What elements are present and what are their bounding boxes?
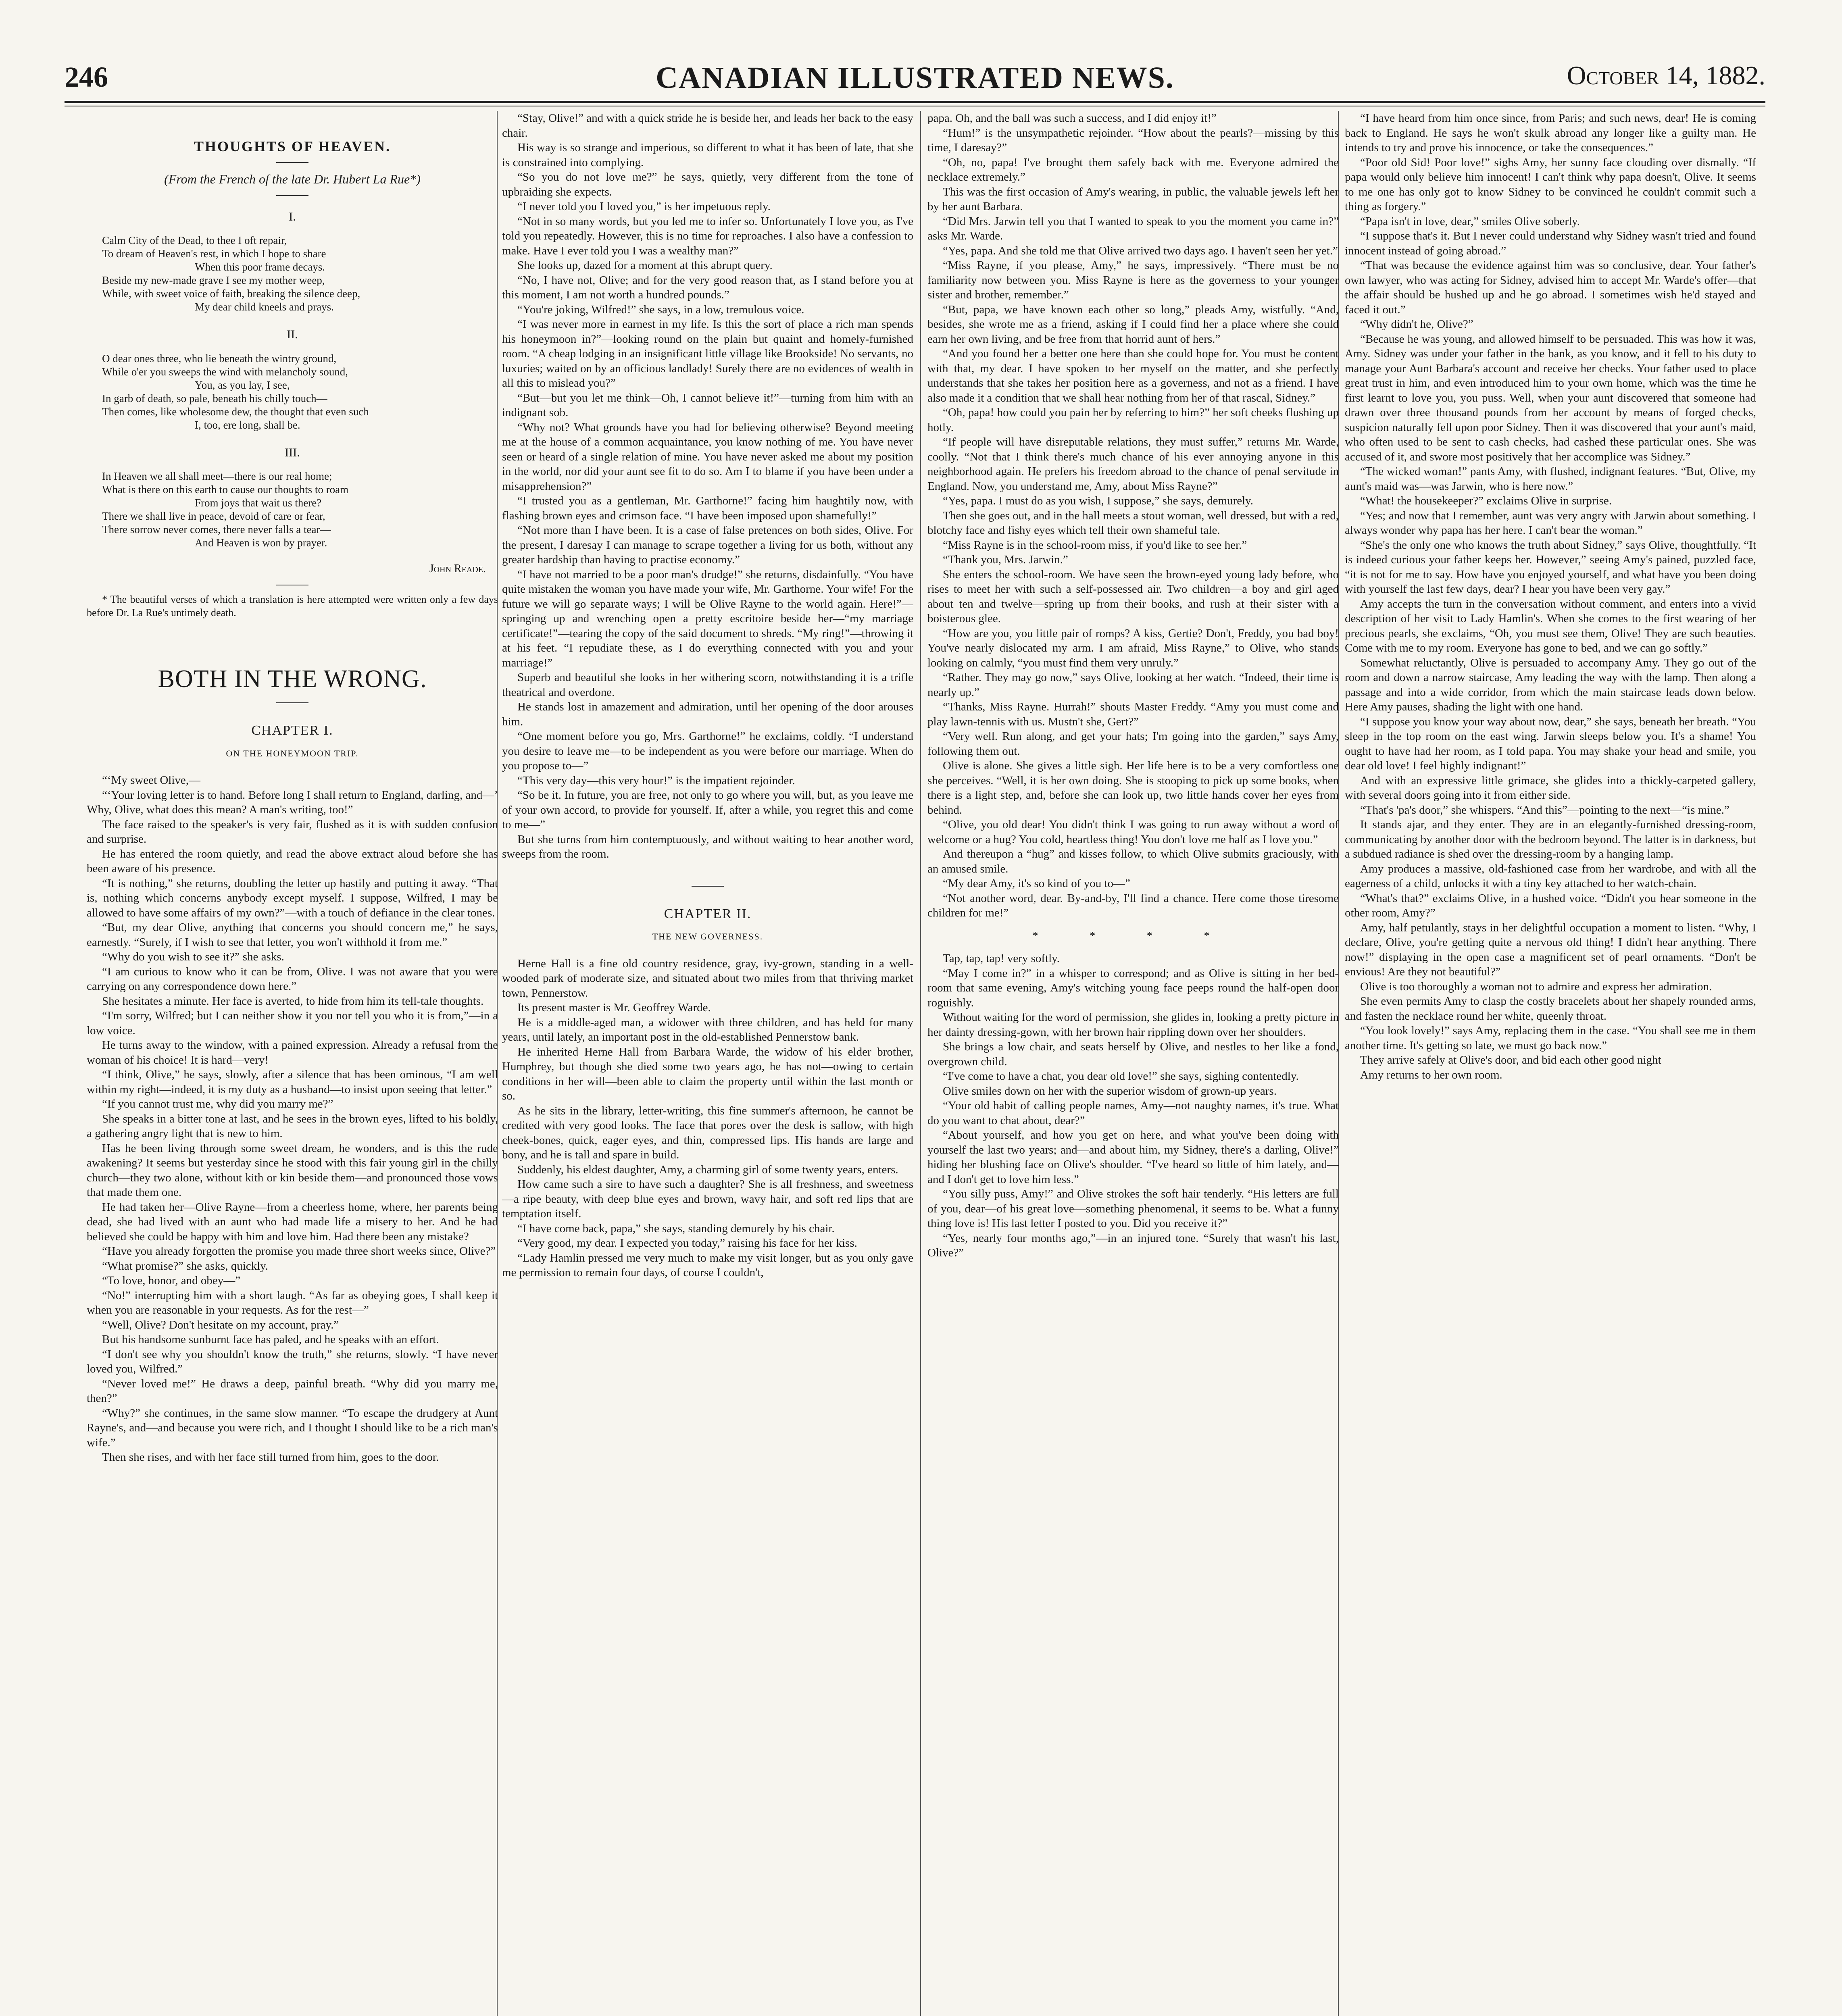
paragraph: “Oh, papa! how could you pain her by referring to him?” her soft cheeks flushing up hotly.: [927, 406, 1339, 434]
paragraph: “I trusted you as a gentleman, Mr. Garthorne!” facing him haughtily now, with flashing brown eyes and crimson face. “I have been imposed upon shamefully!”: [502, 494, 913, 522]
paragraph: papa. Oh, and the ball was such a success, and I did enjoy it!”: [927, 112, 1217, 125]
paragraph: Amy returns to her own room.: [1360, 1068, 1502, 1081]
paragraph: “About yourself, and how you get on here, and what you've been doing with yourself the last two years; and—and about him, my Sidney, there's a darling, Olive!” hiding her blushing face on Olive's shoulder. “I've heard so little of him lately, and—and I don't get to love him less.”: [927, 1129, 1339, 1186]
paragraph: “Papa isn't in love, dear,” smiles Olive soberly.: [1360, 215, 1580, 228]
paragraph: “To love, honor, and obey—”: [102, 1274, 241, 1287]
paragraph: “Well, Olive? Don't hesitate on my account, pray.”: [102, 1318, 339, 1331]
stanza-number: I.: [289, 210, 296, 223]
paragraph: “No, I have not, Olive; and for the very good reason that, as I stand before you at this moment, I am not worth a hundred pounds.”: [502, 273, 913, 301]
paragraph: He is a middle-aged man, a widower with three children, and has held for many years, until lately, an important post in the old-established Pennerstow bank.: [502, 1016, 913, 1043]
paragraph: She hesitates a minute. Her face is averted, to hide from him its tell-tale thoughts.: [102, 994, 484, 1008]
paragraph: He stands lost in amazement and admiration, until her opening of the door arouses him.: [502, 700, 913, 728]
verse-line: There we shall live in peace, devoid of care or fear,: [102, 510, 325, 522]
verse-line: From joys that wait us there?: [195, 497, 322, 509]
chapter-subheading: THE NEW GOVERNESS.: [652, 931, 763, 941]
paragraph: “Oh, no, papa! I've brought them safely back with me. Everyone admired the necklace extremely.”: [927, 156, 1339, 183]
paragraph: “Lady Hamlin pressed me very much to make my visit longer, but as you only gave me permission to remain four days, of course I couldn't,: [502, 1251, 913, 1279]
verse-line: And Heaven is won by prayer.: [195, 537, 327, 549]
paragraph: She even permits Amy to clasp the costly bracelets about her shapely rounded arms, and fasten the necklace round her white, queenly throat.: [1345, 995, 1756, 1023]
column-4: [1345, 111, 1756, 2016]
verse-line: While o'er you sweeps the wind with melancholy sound,: [102, 365, 348, 378]
paragraph: How came such a sire to have such a daughter? She is all freshness, and sweetness—a ripe beauty, with deep blue eyes and brown, wavy hair, and soft red lips that are temptation itself.: [502, 1178, 913, 1220]
verse-line: Calm City of the Dead, to thee I oft repair,: [102, 234, 287, 246]
paragraph: This was the first occasion of Amy's wearing, in public, the valuable jewels left her by her aunt Barbara.: [927, 185, 1339, 213]
paragraph: “I think, Olive,” he says, slowly, after a silence that has been ominous, “I am well within my right—indeed, it is my duty as a husband—to insist upon seeing that letter.”: [87, 1068, 498, 1096]
paragraph: As he sits in the library, letter-writing, this fine summer's afternoon, he cannot be credited with very good looks. The face that pores over the desk is sallow, with high cheek-bones, quick, eager eyes, and thin, compressed lips. His hands are large and bony, and he is tall and spare in build.: [502, 1104, 913, 1161]
paragraph: “Stay, Olive!” and with a quick stride he is beside her, and leads her back to the easy chair.: [502, 112, 913, 140]
paragraph: “Why didn't he, Olive?”: [1360, 318, 1473, 331]
masthead-rule-thick: [65, 101, 1765, 103]
paragraph: “What's that?” exclaims Olive, in a hushed voice. “Didn't you hear someone in the other room, Amy?”: [1345, 891, 1756, 919]
paragraph: “Yes, nearly four months ago,”—in an injured tone. “Surely that wasn't his last, Olive?”: [927, 1231, 1339, 1259]
paragraph: “I've come to have a chat, you dear old love!” she says, sighing contentedly.: [943, 1070, 1299, 1083]
poem-title: THOUGHTS OF HEAVEN.: [194, 138, 391, 154]
paragraph: It stands ajar, and they enter. They are in an elegantly-furnished dressing-room, communicating by another door with the bedroom beyond. The latter is in darkness, but a subdued radiance is shed over the dressing-room by a hanging lamp.: [1345, 818, 1756, 860]
paragraph: “I'm sorry, Wilfred; but I can neither show it you nor tell you who it is from,”—in a low voice.: [87, 1009, 498, 1037]
newspaper-title: CANADIAN ILLUSTRATED NEWS.: [656, 61, 1174, 95]
paragraph: And thereupon a “hug” and kisses follow, to which Olive submits graciously, with an amused smile.: [927, 848, 1339, 875]
paragraph: And with an expressive little grimace, she glides into a thickly-carpeted gallery, with several doors going into it from either side.: [1345, 774, 1756, 802]
paragraph: “What! the housekeeper?” exclaims Olive in surprise.: [1360, 494, 1612, 507]
footnote: * The beautiful verses of which a translation is here attempted were written only a few days before Dr. La Rue's untimely death.: [87, 593, 498, 619]
paragraph: “I suppose that's it. But I never could understand why Sidney wasn't tried and found innocent instead of going abroad.”: [1345, 229, 1756, 257]
paragraph: “Not more than I have been. It is a case of false pretences on both sides, Olive. For the present, I daresay I can manage to scrape together a living for us both, without any greater hardship than having to practise economy.”: [502, 524, 913, 566]
paragraph: She looks up, dazed for a moment at this abrupt query.: [517, 259, 773, 272]
paragraph: She brings a low chair, and seats herself by Olive, and nestles to her like a fond, overgrown child.: [927, 1040, 1339, 1068]
paragraph: “Never loved me!” He draws a deep, painful breath. “Why did you marry me, then?”: [87, 1377, 498, 1405]
verse-line: There sorrow never comes, there never falls a tear—: [102, 523, 331, 535]
paragraph: “I don't see why you shouldn't know the truth,” she returns, slowly. “I have never loved you, Wilfred.”: [87, 1347, 498, 1375]
paragraph: “Thank you, Mrs. Jarwin.”: [943, 553, 1068, 566]
paragraph: “You look lovely!” says Amy, replacing them in the case. “You shall see me in them another time. It's getting so late, we must go back now.”: [1345, 1024, 1756, 1052]
verse-line: In Heaven we all shall meet—there is our real home;: [102, 470, 332, 482]
paragraph: Then she goes out, and in the hall meets a stout woman, well dressed, but with a red, blotchy face and fishy eyes which tell their own shameful tale.: [927, 509, 1339, 537]
paragraph: “May I come in?” in a whisper to correspond; and as Olive is sitting in her bed-room that same evening, Amy's witching young face peeps round the half-open door roguishly.: [927, 966, 1339, 1009]
paragraph: “So be it. In future, you are free, not only to go where you will, but, as you leave me of your own accord, to provide for yourself. If, after a while, you regret this and come to me—”: [502, 789, 913, 831]
stanza-number: III.: [285, 446, 300, 459]
paragraph: Herne Hall is a fine old country residence, gray, ivy-grown, standing in a well-wooded park of moderate size, and situated about two miles from that thriving market town, Pennerstow.: [502, 957, 913, 1000]
paragraph: “Yes, papa. And she told me that Olive arrived two days ago. I haven't seen her yet.”: [943, 244, 1338, 257]
paragraph: “But, papa, we have known each other so long,” pleads Amy, wistfully. “And, besides, she wrote me as a friend, asking if I could find her a place where she could earn her own living, and be free from that horrid aunt of hers.”: [927, 303, 1339, 346]
issue-date: October 14, 1882.: [1567, 61, 1765, 90]
paragraph: His way is so strange and imperious, so different to what it has been of late, that she is constrained into complying.: [502, 141, 913, 169]
chapter-heading: CHAPTER II.: [664, 906, 752, 921]
paragraph: “Why?” she continues, in the same slow manner. “To escape the drudgery at Aunt Rayne's, and—and because you were rich, and I thought I should like to be a rich man's wife.”: [87, 1406, 498, 1449]
paragraph: “I never told you I loved you,” is her impetuous reply.: [517, 200, 771, 213]
stanza-number: II.: [287, 328, 298, 341]
paragraph: Olive smiles down on her with the superior wisdom of grown-up years.: [943, 1084, 1277, 1098]
verse-line: My dear child kneels and prays.: [195, 301, 334, 313]
paragraph: He has entered the room quietly, and read the above extract aloud before she has been aware of his presence.: [87, 847, 498, 875]
paragraph: Its present master is Mr. Geoffrey Warde.: [517, 1001, 711, 1014]
paragraph: “Thanks, Miss Rayne. Hurrah!” shouts Master Freddy. “Amy you must come and play lawn-tennis with us. Mustn't she, Gert?”: [927, 700, 1339, 728]
verse-line: In garb of death, so pale, beneath his chilly touch—: [102, 392, 327, 404]
verse-line: What is there on this earth to cause our thoughts to roam: [102, 483, 349, 496]
paragraph: He inherited Herne Hall from Barbara Warde, the widow of his elder brother, Humphrey, but though she died some two years ago, he has not—owing to certain conditions in her will—been able to claim the property until within the last month or so.: [502, 1045, 913, 1102]
paragraph: Amy accepts the turn in the conversation without comment, and enters into a vivid description of her visit to Lady Hamlin's. When she comes to the first wearing of her precious pearls, she exclaims, “Oh, you must see them, Olive! They are such beauties. Come with me to my room. Everyone has gone to bed, and we can go softly.”: [1345, 597, 1756, 654]
paragraph: But she turns from him contemptuously, and without waiting to hear another word, sweeps from the room.: [502, 833, 913, 860]
chapter-subheading: ON THE HONEYMOON TRIP.: [226, 748, 359, 758]
paragraph: He turns away to the window, with a pained expression. Already a refusal from the woman of his choice! It is hard—very!: [87, 1039, 498, 1066]
paragraph: “I was never more in earnest in my life. Is this the sort of place a rich man spends his honeymoon in?”—looking round on the plain but quaint and homely-furnished room. “A cheap lodging in an insignificant little village like Brookside! No servants, no luxuries; waited on by an officious landlady! Surely there are no evidences of wealth in all this to mislead you?”: [502, 318, 913, 389]
paragraph: “I have heard from him once since, from Paris; and such news, dear! He is coming back to England. He says he won't skulk abroad any longer like a guilty man. He intends to try and prove his innocence, or take the consequences.”: [1345, 112, 1756, 154]
paragraph: She enters the school-room. We have seen the brown-eyed young lady before, who rises to meet her with such a self-possessed air. Two children—a boy and girl aged about ten and twelve—spring up from their books, and rush at their sister with a boisterous glee.: [927, 568, 1339, 625]
paragraph: “Did Mrs. Jarwin tell you that I wanted to speak to you the moment you came in?” asks Mr. Warde.: [927, 215, 1339, 242]
paragraph: “I have come back, papa,” she says, standing demurely by his chair.: [517, 1222, 835, 1235]
column-separator: [920, 111, 921, 2016]
paragraph: “Yes, papa. I must do as you wish, I suppose,” she says, demurely.: [943, 494, 1254, 507]
section-break: * * * *: [1032, 929, 1234, 942]
paragraph: He had taken her—Olive Rayne—from a cheerless home, where, her parents being dead, she had lived with an aunt who had made life a misery to her. And he had believed she could be happy with him and love him. Had there been any mistake?: [87, 1200, 498, 1243]
divider: [692, 886, 724, 887]
paragraph: “That's 'pa's door,” she whispers. “And this”—pointing to the next—“is mine.”: [1360, 803, 1729, 816]
paragraph: Amy produces a massive, old-fashioned case from her wardrobe, and with all the eagerness of a child, unlocks it with a tiny key attached to her watch-chain.: [1345, 862, 1756, 890]
column-1: [87, 111, 498, 2016]
paragraph: “This very day—this very hour!” is the impatient rejoinder.: [517, 774, 795, 787]
paragraph: “Why not? What grounds have you had for believing otherwise? Beyond meeting me at the house of a common acquaintance, you know nothing of me. You have never seen or heard of a single relation of mine. You have never asked me about my position in the world, nor did your aunt see fit to do so. Am I to blame if you have been under a misapprehension?”: [502, 421, 913, 493]
verse-line: O dear ones three, who lie beneath the wintry ground,: [102, 352, 337, 364]
paragraph: “What promise?” she asks, quickly.: [102, 1259, 269, 1272]
paragraph: “Rather. They may go now,” says Olive, looking at her watch. “Indeed, their time is nearly up.”: [927, 671, 1339, 699]
paragraph: “Very good, my dear. I expected you today,” raising his face for her kiss.: [517, 1237, 857, 1250]
poem-subtitle: (From the French of the late Dr. Hubert La Rue*): [164, 171, 421, 186]
verse-line: When this poor frame decays.: [195, 261, 325, 273]
paragraph: “She's the only one who knows the truth about Sidney,” says Olive, thoughtfully. “It is indeed curious your father keeps her. However,” seeing Amy's pained, puzzled face, “it is not for me to say. How have you enjoyed yourself, and what have you been doing with yourself the last few days, dear? I hear you have been very gay.”: [1345, 538, 1756, 596]
story-title: BOTH IN THE WRONG.: [158, 665, 427, 693]
paragraph: Somewhat reluctantly, Olive is persuaded to accompany Amy. They go out of the room and down a narrow staircase, Amy leading the way with the lamp. Then along a passage and into a wide corridor, from which the main staircase leads down below. Here Amy pauses, shading the light with one hand.: [1345, 656, 1756, 713]
paragraph: “And you found her a better one here than she could hope for. You must be content with that, my dear. I have spoken to her myself on the matter, and she perfectly understands that she takes her position here as a governess, and not as a friend. I have also made it a condition that we shall hear nothing from her of that rascal, Sidney.”: [927, 347, 1339, 404]
poem-signature: John Reade.: [429, 562, 486, 575]
paragraph: Superb and beautiful she looks in her withering scorn, notwithstanding it is a trifle theatrical and overdone.: [502, 671, 913, 699]
paragraph: “But—but you let me think—Oh, I cannot believe it!”—turning from him with an indignant sob.: [502, 391, 913, 419]
paragraph: “Your old habit of calling people names, Amy—not naughty names, it's true. What do you want to chat about, dear?”: [927, 1099, 1339, 1127]
divider: [276, 195, 308, 196]
verse-line: You, as you lay, I see,: [195, 379, 290, 391]
paragraph: “You're joking, Wilfred!” she says, in a low, tremulous voice.: [517, 303, 804, 316]
paragraph: “Miss Rayne, if you please, Amy,” he says, impressively. “There must be no familiarity now between you. Miss Rayne is here as the governess to your younger sister and brother, remember.”: [927, 259, 1339, 301]
verse-line: To dream of Heaven's rest, in which I hope to share: [102, 248, 326, 260]
paragraph: “Because he was young, and allowed himself to be persuaded. This was how it was, Amy. Sidney was under your father in the bank, as you know, and it fell to his duty to manage your Aunt Barbara's account and receive her checks. Your father used to place great trust in him, and even introduced him to your own home, which was the time he first learnt to love you, you puss. Well, when your aunt discovered that someone had drawn over three thousand pounds from her account by means of forged checks, suspicion naturally fell upon poor Sidney. Then it was discovered that your aunt's maid, who often used to be sent to cash checks, had cashed these particular ones. She was accused of it, and swore most positively that her accomplice was Sidney.”: [1345, 332, 1756, 463]
paragraph: Has he been living through some sweet dream, he wonders, and is this the rude awakening? It seems but yesterday since he stood with this fair young girl in the chilly church—they two alone, without kith or kin beside them—and pronounced those vows that made them one.: [87, 1141, 498, 1199]
paragraph: “The wicked woman!” pants Amy, with flushed, indignant features. “But, Olive, my aunt's maid was—was Jarwin, who is here now.”: [1345, 465, 1756, 493]
paragraph: Then she rises, and with her face still turned from him, goes to the door.: [102, 1451, 439, 1464]
paragraph: “So you do not love me?” he says, quietly, very different from the tone of upbraiding she expects.: [502, 171, 913, 198]
paragraph: “‘Your loving letter is to hand. Before long I shall return to England, darling, and—’ Why, Olive, what does this mean? A man's writing, too!”: [87, 788, 498, 816]
paragraph: “No!” interrupting him with a short laugh. “As far as obeying goes, I shall keep it when you are reasonable in your requests. As for the rest—”: [87, 1289, 498, 1316]
paragraph: “I am curious to know who it can be from, Olive. I was not aware that you were carrying on any correspondence down here.”: [87, 965, 498, 993]
divider: [276, 702, 308, 703]
paragraph: Tap, tap, tap! very softly.: [943, 952, 1060, 965]
paragraph: Amy, half petulantly, stays in her delightful occupation a moment to listen. “Why, I declare, Olive, you're getting quite a nervous old thing! I didn't hear anything. There now!” displaying in the open case a magnificent set of pearl ornaments. “Don't be envious! Are they not beautiful?”: [1345, 921, 1756, 978]
column-3: [927, 111, 1339, 2016]
paragraph: “Hum!” is the unsympathetic rejoinder. “How about the pearls?—missing by this time, I daresay?”: [927, 126, 1339, 154]
verse-line: Beside my new-made grave I see my mother weep,: [102, 274, 325, 286]
paragraph: Olive is alone. She gives a little sigh. Her life here is to be a very comfortless one she perceives. “Well, it is her own doing. She is stooping to pick up some books, when there is a light step, and, before she can look up, two little hands cover her eyes from behind.: [927, 759, 1339, 816]
paragraph: She speaks in a bitter tone at last, and he sees in the brown eyes, lifted to his boldly, a gathering angry light that is new to him.: [87, 1112, 498, 1140]
paragraph: Suddenly, his eldest daughter, Amy, a charming girl of some twenty years, enters.: [517, 1163, 898, 1176]
paragraph: “Poor old Sid! Poor love!” sighs Amy, her sunny face clouding over dismally. “If papa would only believe him innocent! I can't think why papa doesn't, Olive. It seems to me one has only got to know Sidney to be convinced he couldn't commit such a thing as forgery.”: [1345, 156, 1756, 213]
paragraph: “I suppose you know your way about now, dear,” she says, beneath her breath. “You sleep in the top room on the east wing. Jarwin sleeps below you. It's a shame! You ought to have had her room, as I told papa. You may shake your head and smile, you dear old love! I feel highly indignant!”: [1345, 715, 1756, 772]
paragraph: “That was because the evidence against him was so conclusive, dear. Your father's own lawyer, who was acting for Sidney, advised him to accept Mr. Warde's offer—that the affair should be hushed up and he go abroad. I sometimes wish he'd stayed and faced it out.”: [1345, 259, 1756, 316]
paragraph: “How are you, you little pair of romps? A kiss, Gertie? Don't, Freddy, you bad boy! You've nearly dislocated my arm. I am afraid, Miss Rayne,” to Olive, who stands looking on calmly, “you must find them very unruly.”: [927, 627, 1339, 669]
verse-line: I, too, ere long, shall be.: [195, 419, 300, 431]
chapter-heading: CHAPTER I.: [251, 723, 333, 738]
paragraph: “Miss Rayne is in the school-room miss, if you'd like to see her.”: [943, 538, 1247, 552]
paragraph: “Not another word, dear. By-and-by, I'll find a chance. Here come those tiresome children for me!”: [927, 891, 1339, 919]
paragraph: Olive is too thoroughly a woman not to admire and express her admiration.: [1360, 980, 1712, 993]
paragraph: “Yes; and now that I remember, aunt was very angry with Jarwin about something. I always wonder why papa has her here. I can't bear the woman.”: [1345, 509, 1756, 537]
paragraph: “One moment before you go, Mrs. Garthorne!” he exclaims, coldly. “I understand you desire to leave me—to be independent as you were before our marriage. When do you propose to—”: [502, 730, 913, 772]
paragraph: “If people will have disreputable relations, they must suffer,” returns Mr. Warde, coolly. “Not that I think there's much chance of his ever annoying anyone in this neighborhood again. He prefers his freedom abroad to the chance of penal servitude in England. Now, you understand me, Amy, about Miss Rayne?”: [927, 435, 1339, 493]
paragraph: “I have not married to be a poor man's drudge!” she returns, disdainfully. “You have quite mistaken the woman you have made your wife, Mr. Garthorne. Your wife! For the future we will go separate ways; I will be Olive Rayne to the world again. Here!”—springing up and wrenching open a pretty escritoire beside her—“my marriage certificate!”—tearing the copy of the said document to shreds. “My ring!”—throwing it at his feet. “I repudiate these, as I do everything connected with you and your marriage!”: [502, 568, 913, 669]
page-number: 246: [65, 61, 108, 93]
paragraph: “Have you already forgotten the promise you made three short weeks since, Olive?”: [102, 1245, 496, 1258]
paragraph: Without waiting for the word of permission, she glides in, looking a pretty picture in her dainty dressing-gown, with her brown hair rippling down over her shoulders.: [927, 1011, 1339, 1039]
paragraph: “Olive, you old dear! You didn't think I was going to run away without a word of welcome or a hug? You cold, heartless thing! You don't love me half as I love you.”: [927, 818, 1339, 846]
paragraph: “Why do you wish to see it?” she asks.: [102, 950, 284, 963]
paragraph: But his handsome sunburnt face has paled, and he speaks with an effort.: [102, 1333, 439, 1346]
paragraph: “You silly puss, Amy!” and Olive strokes the soft hair tenderly. “His letters are full of you, dear—of his great love—something phenomenal, it seems to be. What a funny thing love is! His last letter I posted to you. Did you receive it?”: [927, 1187, 1339, 1230]
paragraph: “But, my dear Olive, anything that concerns you should concern me,” he says, earnestly. “Surely, if I wish to see that letter, you won't withhold it from me.”: [87, 921, 498, 949]
paragraph: “It is nothing,” she returns, doubling the letter up hastily and putting it away. “That is, nothing which concerns anybody except myself. I suppose, Wilfred, I may be allowed to have some affairs of my own?”—with a touch of defiance in the clear tones.: [87, 877, 498, 919]
column-2: [502, 111, 913, 2016]
verse-line: While, with sweet voice of faith, breaking the silence deep,: [102, 287, 360, 300]
paragraph: The face raised to the speaker's is very fair, flushed as it is with sudden confusion and surprise.: [87, 818, 498, 846]
paragraph: “Very well. Run along, and get your hats; I'm going into the garden,” says Amy, following them out.: [927, 730, 1339, 758]
paragraph: “Not in so many words, but you led me to infer so. Unfortunately I love you, as I've told you repeatedly. However, this is no time for reproaches. I also have a confession to make. Have I ever told you I was a wealthy man?”: [502, 215, 913, 257]
paragraph: “‘My sweet Olive,—: [102, 774, 201, 787]
paragraph: “My dear Amy, it's so kind of you to—”: [943, 877, 1130, 890]
paragraph: They arrive safely at Olive's door, and bid each other good night: [1360, 1054, 1661, 1066]
verse-line: Then comes, like wholesome dew, the thought that even such: [102, 405, 369, 418]
masthead: [65, 60, 1765, 105]
divider: [276, 162, 308, 163]
paragraph: “If you cannot trust me, why did you marry me?”: [102, 1098, 333, 1110]
